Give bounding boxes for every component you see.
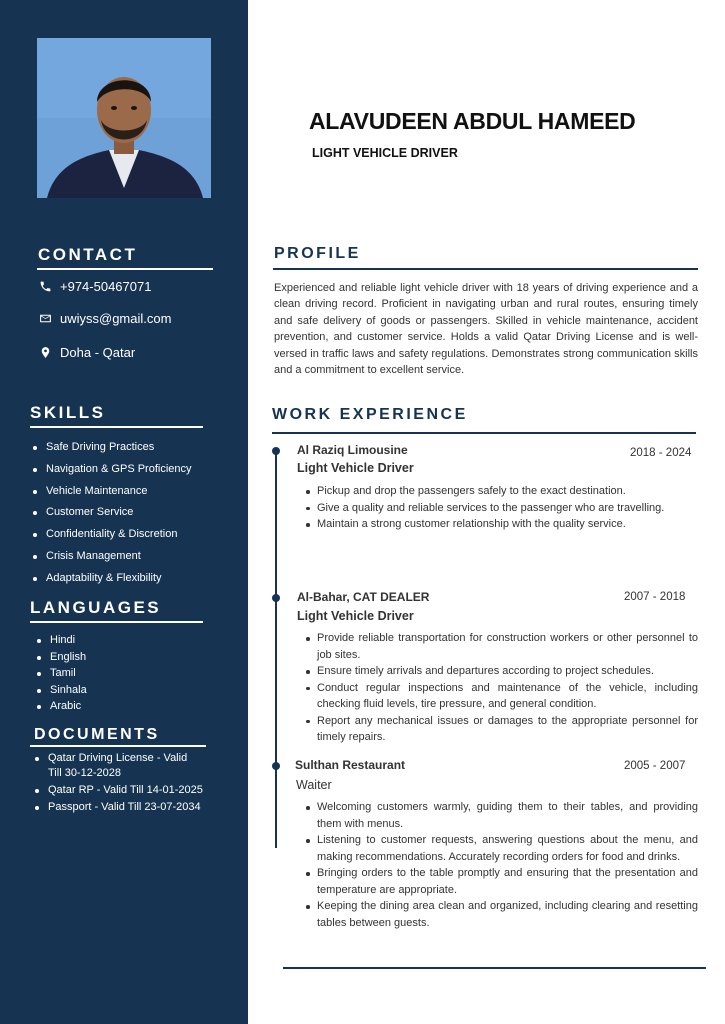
list-item: Customer Service — [31, 505, 192, 527]
list-item: Bringing orders to the table promptly and ensuring that the presentation and temperature are appropriate. — [317, 865, 698, 898]
list-item: Passport - Valid Till 23-07-2034 — [33, 800, 203, 815]
job-role: Light Vehicle Driver — [297, 609, 414, 623]
documents-list — [33, 751, 203, 817]
list-item: Welcoming customers warmly, guiding them to their tables, and providing them with menus. — [317, 799, 698, 832]
list-item: Qatar RP - Valid Till 14-01-2025 — [33, 783, 203, 798]
list-item: Ensure timely arrivals and departures according to project schedules. — [317, 663, 698, 680]
timeline-dot — [272, 447, 280, 455]
contact-email[interactable] — [38, 311, 171, 326]
contact-divider — [37, 268, 213, 270]
job-duties — [317, 483, 698, 533]
map-pin-icon — [38, 346, 52, 360]
list-item: Qatar Driving License - Valid Till 30-12-2028 — [33, 751, 203, 781]
bottom-divider — [283, 967, 706, 969]
timeline-dot — [272, 762, 280, 770]
contact-heading: CONTACT — [38, 245, 138, 264]
sidebar — [0, 0, 248, 1024]
skills-divider — [30, 426, 203, 428]
job-company: Al Raziq Limousine — [297, 443, 408, 457]
location-text: Doha - Qatar — [60, 345, 136, 360]
job-dates: 2018 - 2024 — [630, 447, 692, 459]
list-item: Sinhala — [35, 683, 87, 700]
job-duties — [317, 630, 698, 746]
person-name: ALAVUDEEN ABDUL HAMEED — [309, 108, 636, 134]
list-item: Arabic — [35, 699, 87, 716]
job-dates: 2005 - 2007 — [624, 760, 686, 772]
list-item: Keeping the dining area clean and organized, including clearing and resetting tables between guests. — [317, 898, 698, 931]
list-item: Maintain a strong customer relationship with the quality service. — [317, 516, 698, 533]
job-company: Al-Bahar, CAT DEALER — [297, 590, 430, 604]
list-item: Report any mechanical issues or damages to the appropriate personnel for timely repairs. — [317, 713, 698, 746]
list-item: Navigation & GPS Proficiency — [31, 462, 192, 484]
languages-list — [35, 633, 87, 716]
email-address: uwiyss@gmail.com — [60, 311, 172, 326]
job-role: Waiter — [296, 778, 332, 792]
job-company: Sulthan Restaurant — [295, 758, 406, 772]
person-title: LIGHT VEHICLE DRIVER — [312, 146, 458, 160]
list-item: Pickup and drop the passengers safely to the exact destination. — [317, 483, 698, 500]
list-item: Tamil — [35, 666, 87, 683]
job-duties — [317, 799, 698, 931]
profile-summary: Experienced and reliable light vehicle driver with 18 years of driving experience and a clean driving record. Proficient in navigating urban and rural routes, ensuring timely and safe delivery of goods or passengers. Skilled in vehicle maintenance, accident prevention, and customer service. Holds a valid Qatar Driving License and is well-versed in traffic laws and safety regulations. Demonstrates strong communication skills and a commitment to excellent service. — [274, 282, 698, 377]
languages-heading: LANGUAGES — [30, 598, 162, 617]
job-dates: 2007 - 2018 — [624, 591, 686, 603]
list-item: Confidentiality & Discretion — [31, 527, 192, 549]
experience-divider — [272, 432, 696, 434]
list-item: Adaptability & Flexibility — [31, 571, 192, 593]
list-item: Hindi — [35, 633, 87, 650]
profile-heading: PROFILE — [274, 245, 361, 262]
job-role: Light Vehicle Driver — [297, 461, 414, 475]
list-item: English — [35, 650, 87, 667]
list-item: Give a quality and reliable services to the passenger who are travelling. — [317, 500, 698, 517]
languages-divider — [30, 621, 203, 623]
skills-list — [31, 440, 192, 593]
experience-heading: WORK EXPERIENCE — [272, 406, 468, 423]
profile-photo — [37, 38, 211, 198]
phone-icon — [38, 280, 52, 294]
skills-heading: SKILLS — [30, 403, 106, 422]
list-item: Provide reliable transportation for construction workers or other personnel to job sites. — [317, 630, 698, 663]
envelope-icon — [38, 312, 52, 326]
documents-heading: DOCUMENTS — [34, 726, 160, 743]
contact-phone[interactable] — [38, 279, 151, 294]
profile-divider — [273, 268, 698, 270]
list-item: Conduct regular inspections and maintenance of the vehicle, including checking fluid levels, tire pressure, and general condition. — [317, 680, 698, 713]
list-item: Safe Driving Practices — [31, 440, 192, 462]
documents-divider — [30, 745, 206, 747]
list-item: Crisis Management — [31, 549, 192, 571]
list-item: Listening to customer requests, answering questions about the menu, and making recommendations. Accurately recording orders for food and drinks. — [317, 832, 698, 865]
timeline-line — [275, 452, 277, 848]
phone-number: +974-50467071 — [60, 279, 152, 294]
timeline-dot — [272, 594, 280, 602]
list-item: Vehicle Maintenance — [31, 484, 192, 506]
contact-location — [38, 345, 135, 360]
